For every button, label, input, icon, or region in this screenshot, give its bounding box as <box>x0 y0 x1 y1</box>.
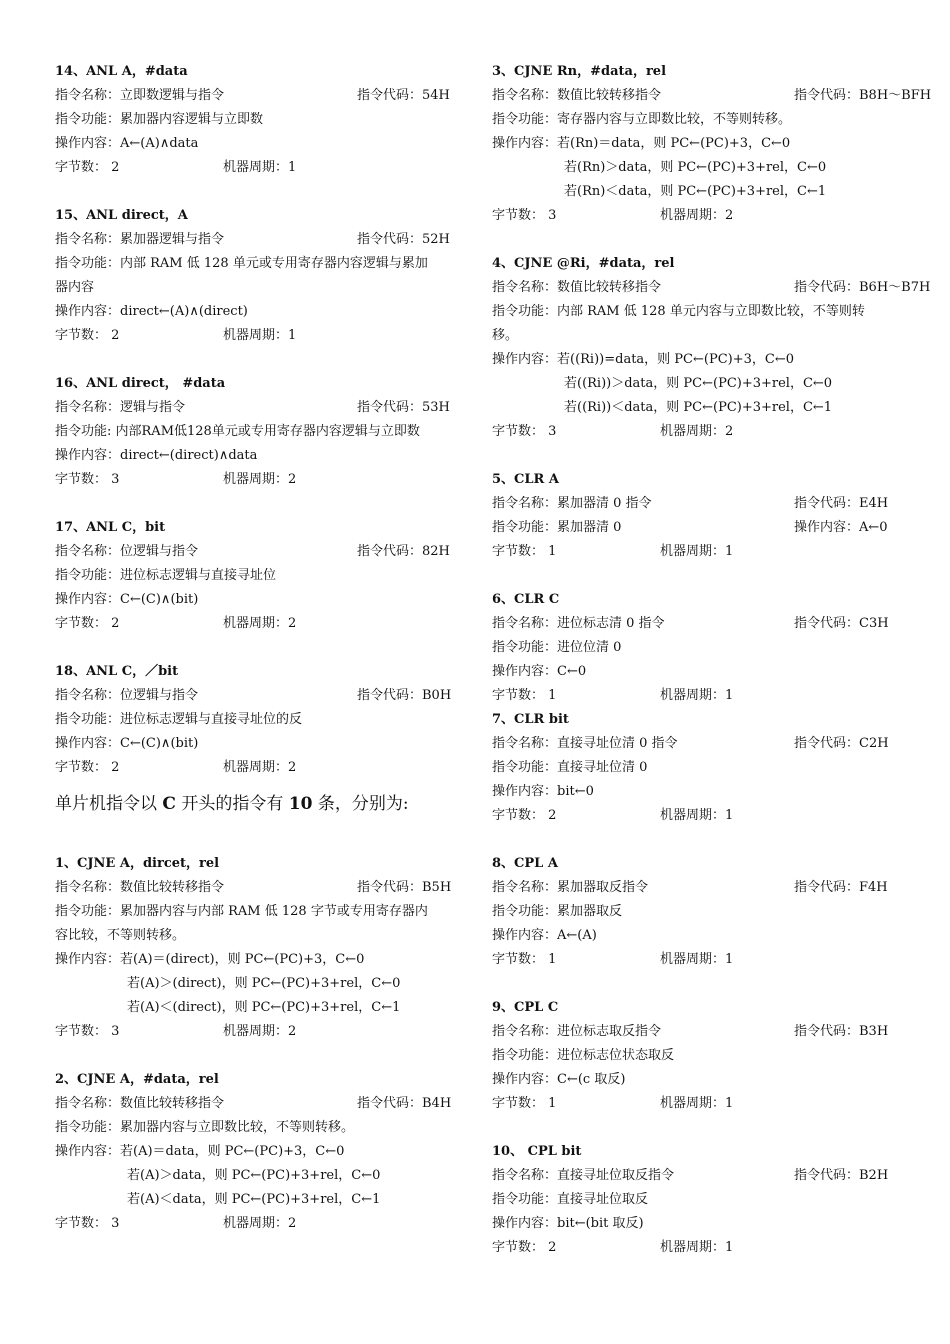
field-text: 操作内容：A←(A) <box>492 928 597 943</box>
field-text: 指令功能：进位位清 0 <box>492 640 622 655</box>
field-text: 若(Rn)＞data，则 PC←(PC)+3+rel，C←0 <box>564 160 827 175</box>
field-text: 指令功能：内部 RAM 低 128 单元内容与立即数比较，不等则转 <box>492 304 865 319</box>
instruction-field <box>492 348 902 372</box>
instruction-title <box>492 468 902 492</box>
field-text: 操作内容：若((Ri))=data，则 PC←(PC)+3，C←0 <box>492 352 795 367</box>
instruction-field <box>55 228 465 252</box>
byte-count: 字节数： 2 <box>55 616 120 631</box>
opcode: 指令代码：52H <box>357 232 450 247</box>
field-text: 指令功能：寄存器内容与立即数比较，不等则转移。 <box>492 112 792 127</box>
field-text: 容比较，不等则转移。 <box>55 928 186 943</box>
spacer <box>55 492 465 516</box>
field-text: 6、CLR C <box>492 592 560 607</box>
field-text: 指令功能：内部 RAM 低 128 单元或专用寄存器内容逻辑与累加 <box>55 256 428 271</box>
instruction-field <box>55 84 465 108</box>
machine-cycle: 机器周期：2 <box>223 760 297 775</box>
byte-cycle-row <box>492 1092 902 1116</box>
field-text: 指令名称：数值比较转移指令 <box>55 880 225 895</box>
section-heading <box>55 780 465 828</box>
machine-cycle: 机器周期：1 <box>223 160 297 175</box>
field-text: 3、CJNE Rn，#data，rel <box>492 64 667 79</box>
field-text: 指令功能：直接寻址位清 0 <box>492 760 648 775</box>
field-text: 指令功能：累加器内容逻辑与立即数 <box>55 112 264 127</box>
field-text: 4、CJNE @Ri，#data，rel <box>492 256 675 271</box>
instruction-field <box>492 636 902 660</box>
instruction-field <box>492 780 902 804</box>
opcode: 指令代码：B8H～BFH <box>794 88 932 103</box>
opcode: 指令代码：B3H <box>794 1024 889 1039</box>
opcode: 操作内容：A←0 <box>794 520 888 535</box>
opcode: 指令代码：E4H <box>794 496 889 511</box>
operation-branch <box>492 156 902 180</box>
field-text: 指令名称：累加器逻辑与指令 <box>55 232 225 247</box>
field-text: 指令功能：进位标志逻辑与直接寻址位 <box>55 568 277 583</box>
field-text: 操作内容：若(Rn)＝data，则 PC←(PC)+3，C←0 <box>492 136 791 151</box>
field-text: 器内容 <box>55 280 95 295</box>
instruction-field <box>492 660 902 684</box>
opcode: 指令代码：B2H <box>794 1168 889 1183</box>
instruction-field <box>492 1044 902 1068</box>
instruction-field <box>55 1116 465 1140</box>
right-column <box>492 60 932 1260</box>
field-text: 指令名称：立即数逻辑与指令 <box>55 88 225 103</box>
operation-branch <box>55 1164 465 1188</box>
spacer <box>55 180 465 204</box>
instruction-field <box>492 276 931 300</box>
instruction-field <box>55 1140 465 1164</box>
byte-cycle-row <box>55 756 465 780</box>
field-text: 指令名称：数值比较转移指令 <box>492 280 662 295</box>
instruction-field <box>55 732 465 756</box>
byte-cycle-row <box>55 1020 465 1044</box>
heading-text: C <box>162 794 176 814</box>
instruction-field <box>55 300 465 324</box>
instruction-field <box>492 924 902 948</box>
machine-cycle: 机器周期：1 <box>223 328 297 343</box>
machine-cycle: 机器周期：1 <box>660 544 734 559</box>
machine-cycle: 机器周期：1 <box>660 1096 734 1111</box>
field-text: 8、CPL A <box>492 856 558 871</box>
instruction-field <box>55 564 465 588</box>
field-text: 指令功能：累加器内容与内部 RAM 低 128 字节或专用寄存器内 <box>55 904 428 919</box>
byte-count: 字节数： 3 <box>55 1024 120 1039</box>
field-text: 指令功能: 内部RAM低128单元或专用寄存器内容逻辑与立即数 <box>55 424 420 439</box>
instruction-field <box>55 108 465 132</box>
instruction-title <box>55 204 465 228</box>
byte-cycle-row <box>55 324 465 348</box>
instruction-title <box>492 252 902 276</box>
opcode: 指令代码：F4H <box>794 880 888 895</box>
instruction-title <box>492 588 902 612</box>
field-text: 14、ANL A，#data <box>55 64 188 79</box>
byte-cycle-row <box>492 204 902 228</box>
field-text: 操作内容：C←0 <box>492 664 587 679</box>
machine-cycle: 机器周期：2 <box>223 472 297 487</box>
field-text: 指令名称：位逻辑与指令 <box>55 688 199 703</box>
instruction-title <box>492 708 902 732</box>
instruction-field <box>55 540 465 564</box>
field-text: 操作内容：A←(A)∧data <box>55 136 199 151</box>
instruction-title <box>55 516 465 540</box>
machine-cycle: 机器周期：2 <box>223 1216 297 1231</box>
spacer <box>55 348 465 372</box>
instruction-field <box>55 684 465 708</box>
machine-cycle: 机器周期：1 <box>660 808 734 823</box>
field-text: 指令名称：进位标志清 0 指令 <box>492 616 665 631</box>
instruction-title <box>55 60 465 84</box>
field-text: 移。 <box>492 328 519 343</box>
field-text: 操作内容：若(A)＝data，则 PC←(PC)+3，C←0 <box>55 1144 345 1159</box>
machine-cycle: 机器周期：2 <box>660 208 734 223</box>
instruction-field <box>55 708 465 732</box>
field-text: 指令名称：累加器取反指令 <box>492 880 649 895</box>
instruction-field <box>492 732 902 756</box>
spacer <box>492 972 902 996</box>
spacer <box>492 828 902 852</box>
field-text: 指令功能：累加器取反 <box>492 904 623 919</box>
byte-count: 字节数： 2 <box>55 160 120 175</box>
opcode: 指令代码：82H <box>357 544 450 559</box>
field-text: 操作内容：direct←(direct)∧data <box>55 448 258 463</box>
byte-cycle-row <box>492 948 902 972</box>
operation-branch <box>492 396 902 420</box>
byte-cycle-row <box>492 420 902 444</box>
field-text: 指令名称：进位标志取反指令 <box>492 1024 662 1039</box>
instruction-field <box>492 300 902 324</box>
field-text: 指令名称：逻辑与指令 <box>55 400 186 415</box>
left-column <box>55 60 465 1236</box>
field-text: 指令名称：直接寻址位清 0 指令 <box>492 736 678 751</box>
field-text: 指令功能：累加器内容与立即数比较，不等则转移。 <box>55 1120 355 1135</box>
byte-cycle-row <box>55 156 465 180</box>
field-text: 17、ANL C，bit <box>55 520 166 535</box>
instruction-field <box>55 900 465 924</box>
machine-cycle: 机器周期：2 <box>223 1024 297 1039</box>
field-text: 若(A)＞(direct)，则 PC←(PC)+3+rel，C←0 <box>127 976 401 991</box>
spacer <box>492 564 902 588</box>
field-text: 5、CLR A <box>492 472 559 487</box>
field-text: 操作内容：若(A)＝(direct)，则 PC←(PC)+3，C←0 <box>55 952 365 967</box>
field-text: 指令功能：进位标志位状态取反 <box>492 1048 675 1063</box>
byte-count: 字节数： 1 <box>492 544 557 559</box>
field-text: 指令功能：进位标志逻辑与直接寻址位的反 <box>55 712 303 727</box>
spacer <box>55 828 465 852</box>
field-text: 若(A)＜(direct)，则 PC←(PC)+3+rel，C←1 <box>127 1000 401 1015</box>
byte-count: 字节数： 3 <box>55 1216 120 1231</box>
field-text: 9、CPL C <box>492 1000 559 1015</box>
spacer <box>492 1116 902 1140</box>
field-text: 指令名称：数值比较转移指令 <box>55 1096 225 1111</box>
field-text: 指令名称：累加器清 0 指令 <box>492 496 652 511</box>
instruction-field <box>492 132 902 156</box>
instruction-field <box>55 276 465 300</box>
instruction-field <box>55 252 465 276</box>
instruction-title <box>55 372 465 396</box>
spacer <box>55 636 465 660</box>
instruction-field <box>492 612 902 636</box>
instruction-field <box>492 108 902 132</box>
byte-count: 字节数： 2 <box>55 328 120 343</box>
byte-cycle-row <box>492 1236 902 1260</box>
field-text: 若(A)＞data，则 PC←(PC)+3+rel，C←0 <box>127 1168 381 1183</box>
operation-branch <box>55 1188 465 1212</box>
opcode: 指令代码：54H <box>357 88 450 103</box>
machine-cycle: 机器周期：1 <box>660 1240 734 1255</box>
spacer <box>55 1044 465 1068</box>
byte-cycle-row <box>492 540 902 564</box>
operation-branch <box>492 372 902 396</box>
machine-cycle: 机器周期：1 <box>660 952 734 967</box>
byte-count: 字节数： 2 <box>492 808 557 823</box>
machine-cycle: 机器周期：2 <box>660 424 734 439</box>
instruction-field <box>492 516 902 540</box>
instruction-title <box>55 852 465 876</box>
field-text: 操作内容：bit←0 <box>492 784 594 799</box>
opcode: 指令代码：B6H～B7H <box>794 280 931 295</box>
field-text: 1、CJNE A，dircet，rel <box>55 856 220 871</box>
field-text: 操作内容：C←(C)∧(bit) <box>55 736 199 751</box>
instruction-field <box>492 324 902 348</box>
field-text: 若(Rn)＜data，则 PC←(PC)+3+rel，C←1 <box>564 184 827 199</box>
field-text: 7、CLR bit <box>492 712 569 727</box>
byte-cycle-row <box>55 468 465 492</box>
field-text: 指令功能：直接寻址位取反 <box>492 1192 649 1207</box>
byte-cycle-row <box>55 612 465 636</box>
byte-count: 字节数： 3 <box>492 208 557 223</box>
instruction-field <box>55 948 465 972</box>
instruction-field <box>55 924 465 948</box>
instruction-field <box>55 420 465 444</box>
opcode: 指令代码：B0H <box>357 688 452 703</box>
field-text: 16、ANL direct， #data <box>55 376 226 391</box>
field-text: 2、CJNE A，#data，rel <box>55 1072 219 1087</box>
instruction-field <box>55 132 465 156</box>
byte-count: 字节数： 2 <box>492 1240 557 1255</box>
opcode: 指令代码：C3H <box>794 616 889 631</box>
instruction-field <box>492 1068 902 1092</box>
field-text: 操作内容：C←(c 取反) <box>492 1072 626 1087</box>
opcode: 指令代码：B4H <box>357 1096 452 1111</box>
byte-cycle-row <box>492 804 902 828</box>
instruction-field <box>492 1020 902 1044</box>
instruction-title <box>492 996 902 1020</box>
field-text: 18、ANL C，／bit <box>55 664 179 679</box>
instruction-field <box>492 84 932 108</box>
byte-count: 字节数： 1 <box>492 688 557 703</box>
field-text: 指令功能：累加器清 0 <box>492 520 622 535</box>
byte-cycle-row <box>492 684 902 708</box>
instruction-field <box>492 756 902 780</box>
field-text: 若(A)＜data，则 PC←(PC)+3+rel，C←1 <box>127 1192 381 1207</box>
field-text: 指令名称：直接寻址位取反指令 <box>492 1168 675 1183</box>
instruction-field <box>55 444 465 468</box>
field-text: 若((Ri))＜data，则 PC←(PC)+3+rel，C←1 <box>564 400 833 415</box>
heading-text: 单片机指令以 <box>55 794 163 814</box>
instruction-field <box>55 588 465 612</box>
byte-cycle-row <box>55 1212 465 1236</box>
instruction-title <box>492 1140 902 1164</box>
heading-text: 开头的指令有 <box>175 794 289 814</box>
field-text: 操作内容：direct←(A)∧(direct) <box>55 304 248 319</box>
instruction-field <box>55 396 465 420</box>
instruction-field <box>492 1164 902 1188</box>
machine-cycle: 机器周期：2 <box>223 616 297 631</box>
instruction-field <box>492 492 902 516</box>
byte-count: 字节数： 3 <box>55 472 120 487</box>
field-text: 若((Ri))＞data，则 PC←(PC)+3+rel，C←0 <box>564 376 833 391</box>
byte-count: 字节数： 1 <box>492 952 557 967</box>
heading-text: 条，分别为: <box>312 794 409 814</box>
instruction-title <box>492 60 902 84</box>
field-text: 操作内容：C←(C)∧(bit) <box>55 592 199 607</box>
field-text: 15、ANL direct，A <box>55 208 188 223</box>
opcode: 指令代码：B5H <box>357 880 452 895</box>
byte-count: 字节数： 2 <box>55 760 120 775</box>
instruction-title <box>55 660 465 684</box>
operation-branch <box>55 972 465 996</box>
instruction-title <box>492 852 902 876</box>
instruction-field <box>55 1092 465 1116</box>
field-text: 10、 CPL bit <box>492 1144 582 1159</box>
instruction-field <box>492 900 902 924</box>
field-text: 指令名称：位逻辑与指令 <box>55 544 199 559</box>
instruction-field <box>55 876 465 900</box>
opcode: 指令代码：C2H <box>794 736 889 751</box>
instruction-field <box>492 1212 902 1236</box>
instruction-title <box>55 1068 465 1092</box>
operation-branch <box>55 996 465 1020</box>
byte-count: 字节数： 3 <box>492 424 557 439</box>
operation-branch <box>492 180 902 204</box>
byte-count: 字节数： 1 <box>492 1096 557 1111</box>
instruction-field <box>492 1188 902 1212</box>
spacer <box>492 228 902 252</box>
field-text: 操作内容：bit←(bit 取反) <box>492 1216 644 1231</box>
opcode: 指令代码：53H <box>357 400 450 415</box>
heading-text: 10 <box>288 794 313 814</box>
field-text: 指令名称：数值比较转移指令 <box>492 88 662 103</box>
machine-cycle: 机器周期：1 <box>660 688 734 703</box>
instruction-field <box>492 876 902 900</box>
spacer <box>492 444 902 468</box>
